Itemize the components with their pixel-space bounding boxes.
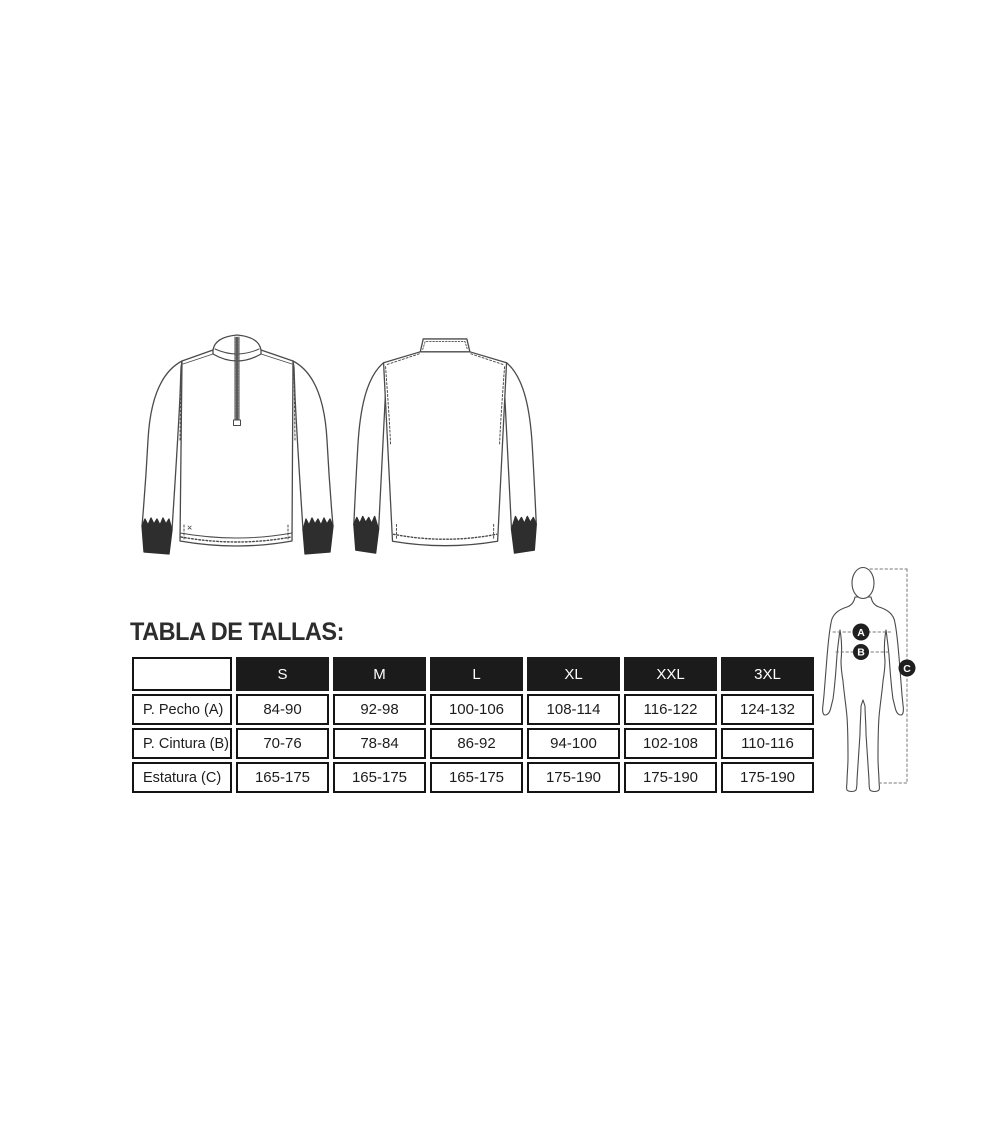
cell-waist-xxl: 102-108 — [624, 728, 717, 759]
cell-waist-s: 70-76 — [236, 728, 329, 759]
cell-chest-l: 100-106 — [430, 694, 523, 725]
back-right-cuff — [512, 516, 537, 553]
cell-chest-xl: 108-114 — [527, 694, 620, 725]
back-collar — [420, 339, 470, 352]
table-corner-cell — [132, 657, 232, 691]
size-table — [128, 654, 818, 796]
size-header-xxl: XXL — [624, 657, 717, 691]
cell-height-xl: 175-190 — [527, 762, 620, 793]
shirt-back-drawing — [352, 330, 552, 568]
size-table-header-row — [132, 657, 814, 691]
front-left-sleeve — [142, 361, 182, 530]
size-header-s: S — [236, 657, 329, 691]
size-header-l: L — [430, 657, 523, 691]
cell-chest-xxl: 116-122 — [624, 694, 717, 725]
back-right-sleeve — [505, 363, 537, 530]
size-header-m: M — [333, 657, 426, 691]
cell-height-3xl: 175-190 — [721, 762, 814, 793]
cell-waist-xl: 94-100 — [527, 728, 620, 759]
front-left-cuff — [142, 518, 172, 554]
table-row-height — [132, 762, 814, 793]
row-label-height: Estatura (C) — [132, 762, 232, 793]
row-label-chest: P. Pecho (A) — [132, 694, 232, 725]
front-right-sleeve — [293, 361, 333, 530]
marker-a-label: A — [857, 626, 865, 639]
cell-height-m: 165-175 — [333, 762, 426, 793]
cell-height-l: 165-175 — [430, 762, 523, 793]
cell-waist-l: 86-92 — [430, 728, 523, 759]
size-header-3xl: 3XL — [721, 657, 814, 691]
size-header-xl: XL — [527, 657, 620, 691]
cell-waist-m: 78-84 — [333, 728, 426, 759]
back-body — [384, 352, 507, 546]
table-row-chest — [132, 694, 814, 725]
front-zipper — [234, 337, 241, 426]
front-right-cuff — [303, 518, 333, 554]
back-left-cuff — [354, 516, 379, 553]
figure-head — [852, 568, 874, 599]
marker-c-label: C — [903, 662, 911, 675]
cell-waist-3xl: 110-116 — [721, 728, 814, 759]
shirt-front-drawing — [135, 328, 335, 568]
back-left-sleeve — [354, 363, 386, 530]
cell-chest-3xl: 124-132 — [721, 694, 814, 725]
table-row-waist — [132, 728, 814, 759]
cell-chest-s: 84-90 — [236, 694, 329, 725]
size-chart-title: TABLA DE TALLAS: — [130, 618, 344, 646]
body-measurement-figure — [821, 553, 925, 798]
row-label-waist: P. Cintura (B) — [132, 728, 232, 759]
cell-height-xxl: 175-190 — [624, 762, 717, 793]
cell-chest-m: 92-98 — [333, 694, 426, 725]
marker-b-label: B — [857, 646, 865, 659]
cell-height-s: 165-175 — [236, 762, 329, 793]
